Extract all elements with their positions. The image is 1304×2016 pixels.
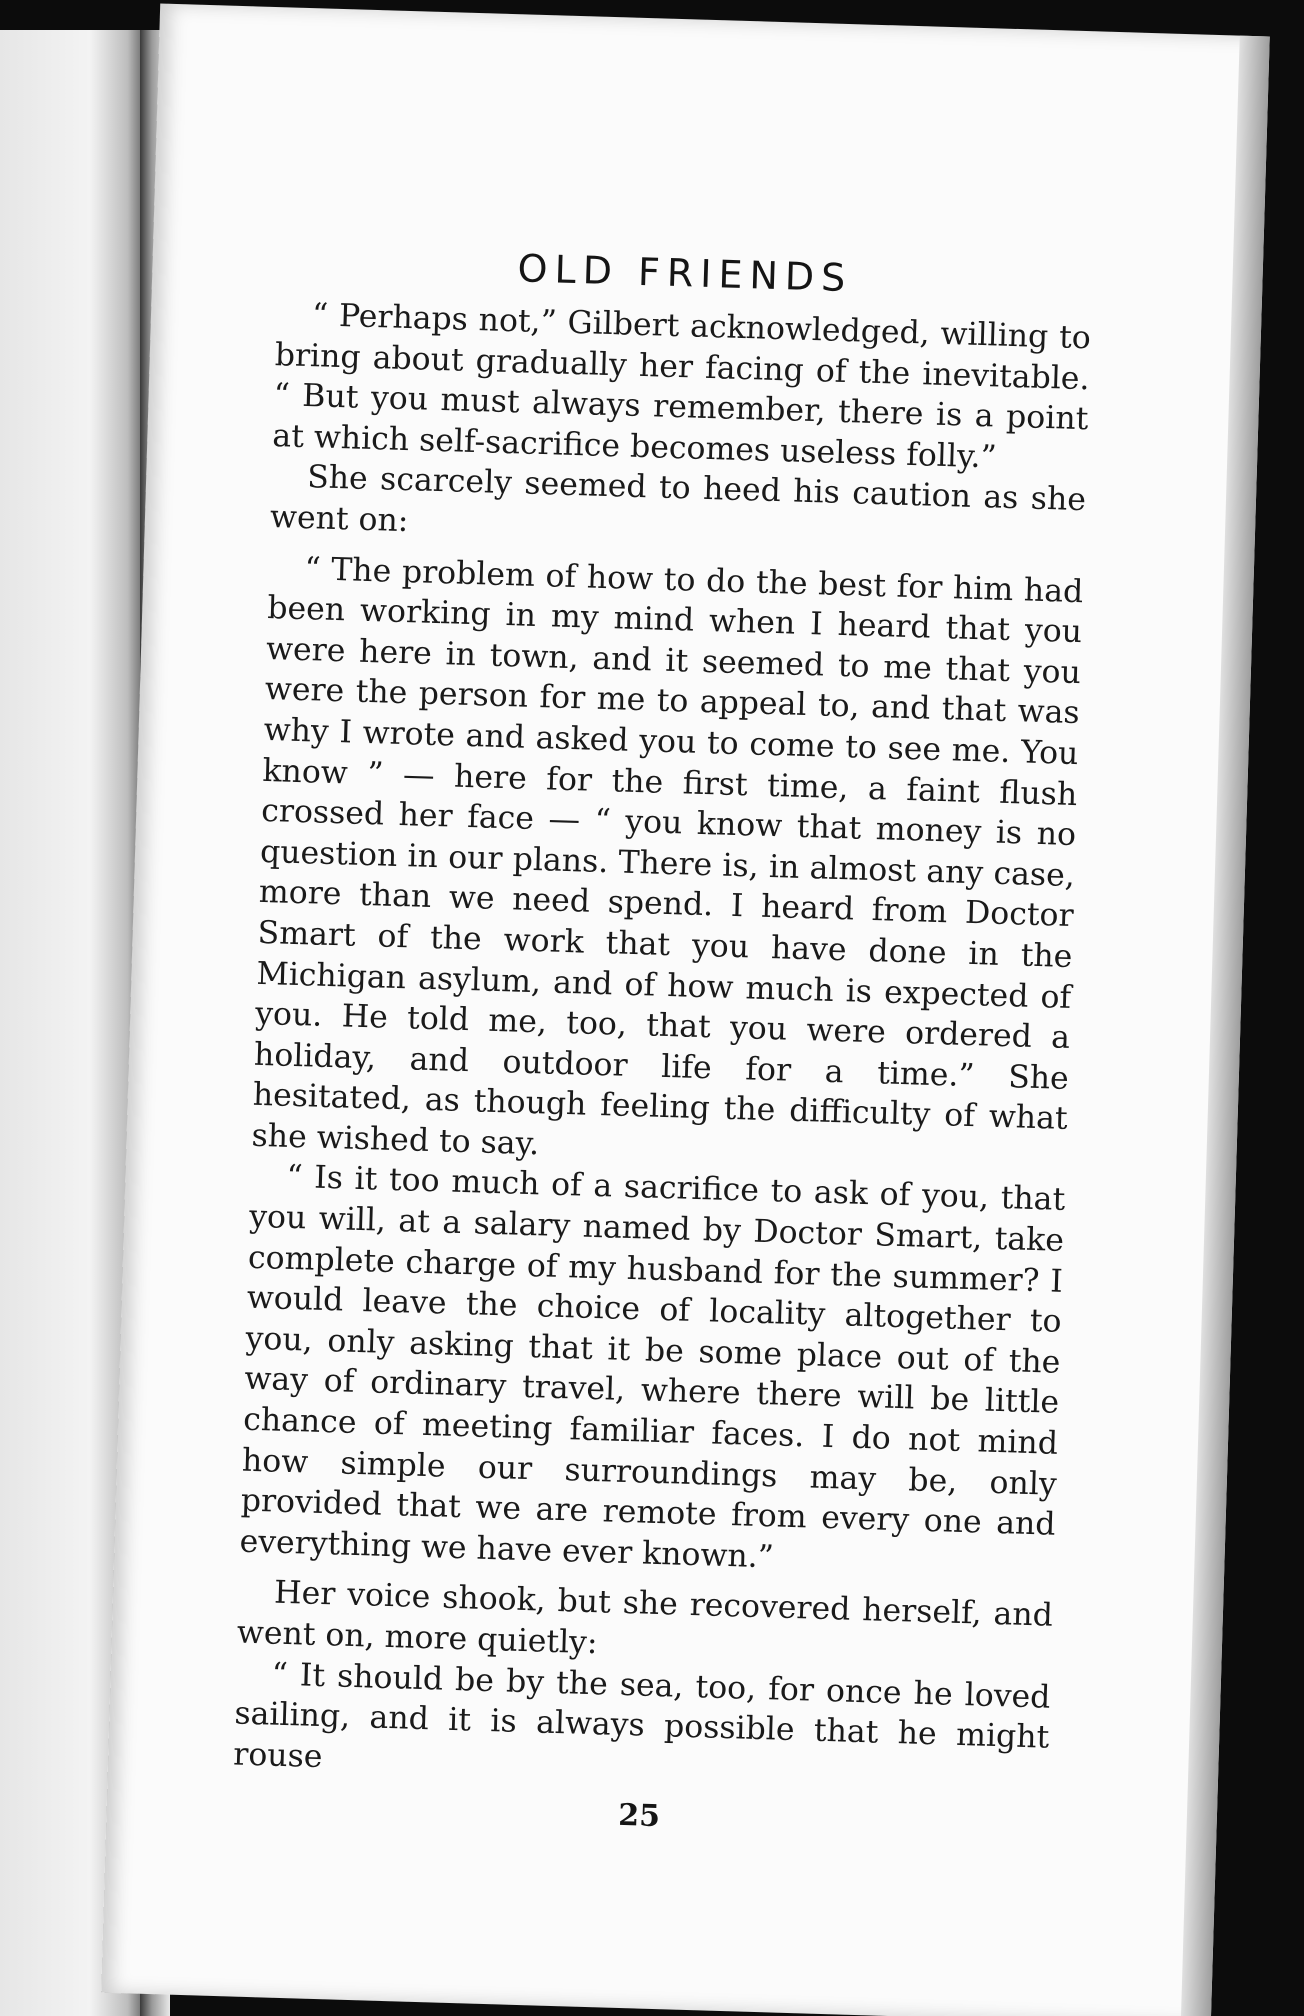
paragraph-6: “ It should be by the sea, too, for once he loved sailing, and it is always possible that he might rouse [232, 1656, 1051, 1775]
page-number: 25 [617, 1798, 661, 1835]
page-fore-edge [1181, 36, 1270, 2016]
paragraph-3: “ The problem of how to do the best for him had been working in my mind when I heard that you were here in town, and it seemed to me that you were the person for me to appeal to, and that was why I wrote and asked you to come to see me. You know ” — here for the first time, a faint flush crossed her face — “ you know that money is no question in our plans. There is, in almost any case, more than we need spend. I heard from Doctor Smart of the work that you have done in the Michigan asylum, and of how much is expected of you. He told me, too, that you were ordered a holiday, and outdoor life for a time.” She hesitated, as though feeling the difficulty of what she wished to say. [251, 550, 1084, 1163]
paragraph-4: “ Is it too much of a sacrifice to ask of you, that you will, at a salary named by Doctor Smart, take complete charge of my husband for the summer? I would leave the choice of locality altogether to you, only asking that it be some place out of the way of ordinary travel, where there will be little chance of meeting familiar faces. I do not mind how simple our surroundings may be, only provided that we are remote from every one and everything we have ever known.” [239, 1159, 1066, 1576]
paragraph-2: She scarcely seemed to heed his caution as she went on: [269, 459, 1087, 540]
running-head: OLD FRIENDS [517, 246, 853, 301]
paragraph-1: “ Perhaps not,” Gilbert acknowledged, willing to bring about gradually her facing of the inevitable. “ But you must always remember, there is a point at which self-sacrifice becomes useless folly.” [271, 297, 1092, 476]
paragraph-5: Her voice shook, but she recovered herself, and went on, more quietly: [236, 1575, 1054, 1662]
book-page [101, 4, 1270, 2016]
page-text [231, 232, 1093, 1849]
